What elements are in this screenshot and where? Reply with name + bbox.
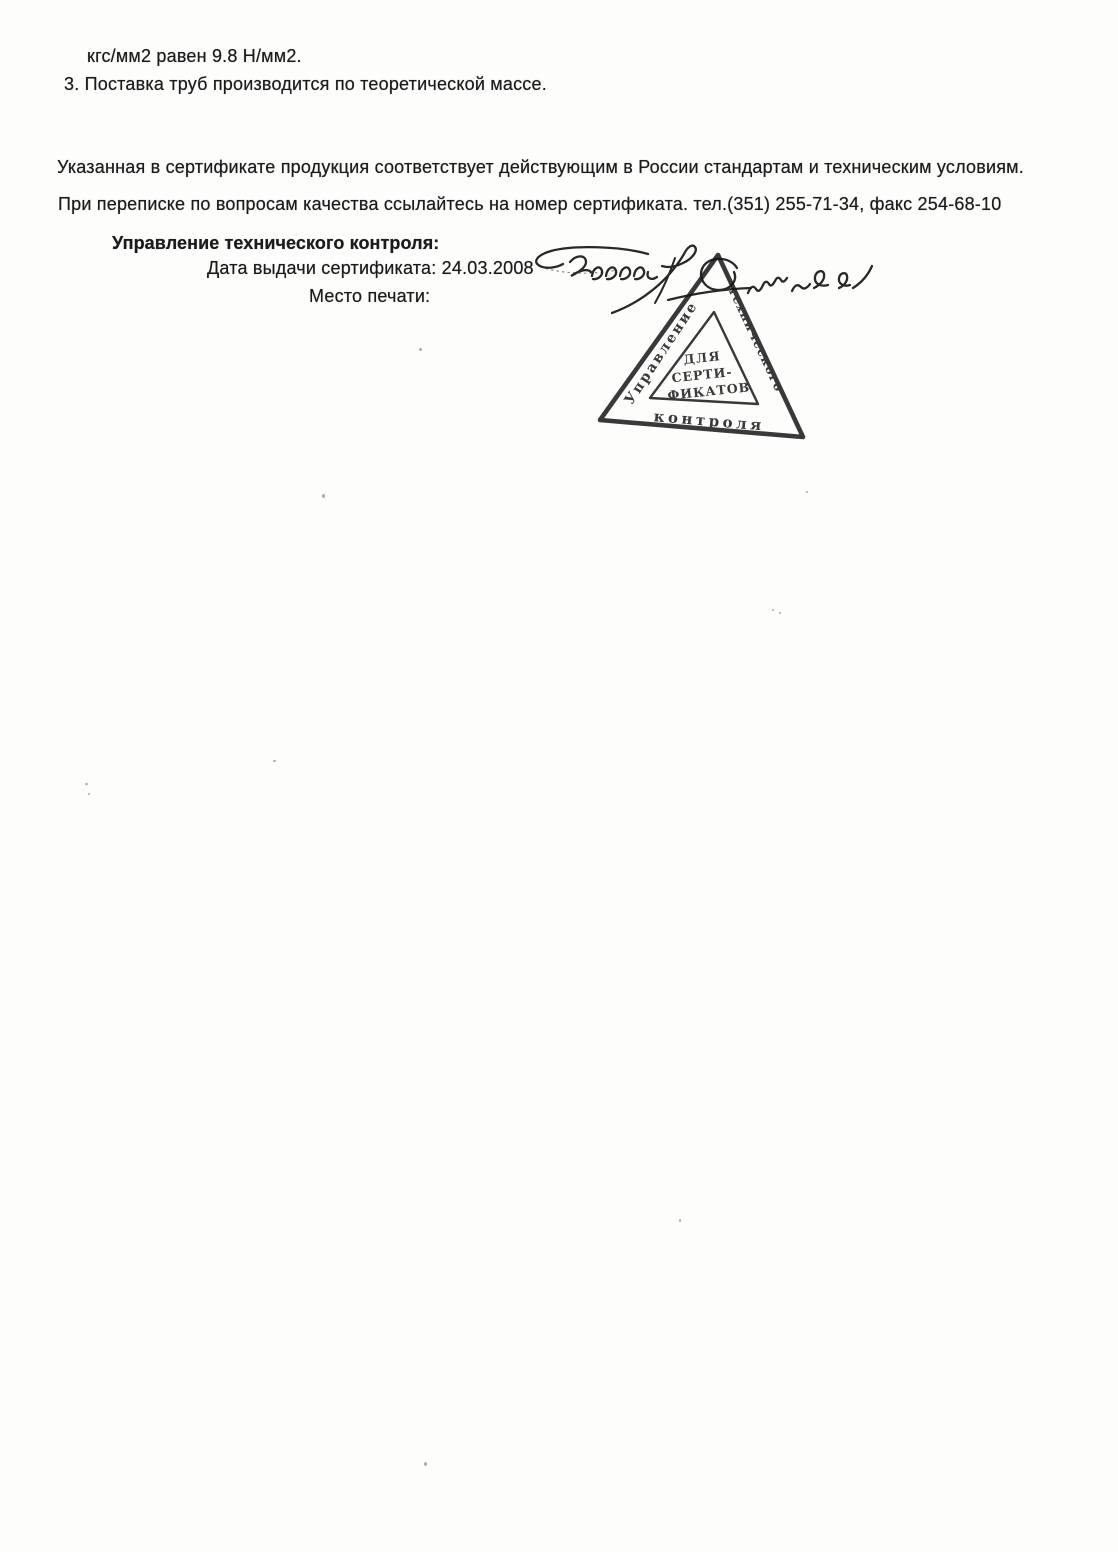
- stamp-and-signature-overlay: [515, 232, 915, 475]
- seal-place-label: Место печати:: [309, 286, 431, 306]
- scan-speck: [322, 494, 325, 498]
- svg-text:ДЛЯ: ДЛЯ: [682, 348, 722, 368]
- department-heading: Управление технического контроля:: [112, 233, 440, 253]
- scan-speck: [419, 348, 422, 351]
- handwritten-signature: [536, 246, 872, 313]
- note-delivery-line: 3. Поставка труб производится по теоретической массе.: [64, 74, 547, 94]
- statement-line-2: При переписке по вопросам качества ссылайтесь на номер сертификата. тел.(351) 255-71-34, факс 254-68-10: [58, 194, 1002, 214]
- triangular-stamp: [600, 255, 803, 437]
- scan-speck: [779, 612, 781, 614]
- issue-date-value: 24.03.2008: [441, 258, 534, 278]
- stamp-edge-bottom-text: контроля: [653, 407, 766, 435]
- scan-speck: [679, 1219, 681, 1222]
- scan-speck: [424, 1462, 427, 1466]
- scan-speck: [772, 609, 774, 611]
- statement-line-1: Указанная в сертификате продукция соответствует действующим в России стандартам и техническим условиям.: [57, 157, 1024, 177]
- note-units-line: кгс/мм2 равен 9.8 Н/мм2.: [87, 46, 302, 66]
- stamp-outer-triangle: [600, 255, 803, 437]
- issue-date-line: [207, 258, 534, 278]
- scan-speck: [88, 793, 90, 795]
- stamp-center-text: [663, 345, 751, 402]
- stamp-edge-left-text: Управление: [621, 298, 702, 408]
- svg-text:ФИКАТОВ: ФИКАТОВ: [666, 379, 751, 403]
- scan-speck: [85, 783, 88, 785]
- issue-date-label: Дата выдачи сертификата:: [207, 258, 437, 278]
- svg-text:СЕРТИ-: СЕРТИ-: [670, 364, 734, 386]
- scan-speck: [806, 491, 808, 493]
- scan-speck: [273, 760, 276, 762]
- stamp-edge-right-text: технического: [725, 284, 788, 395]
